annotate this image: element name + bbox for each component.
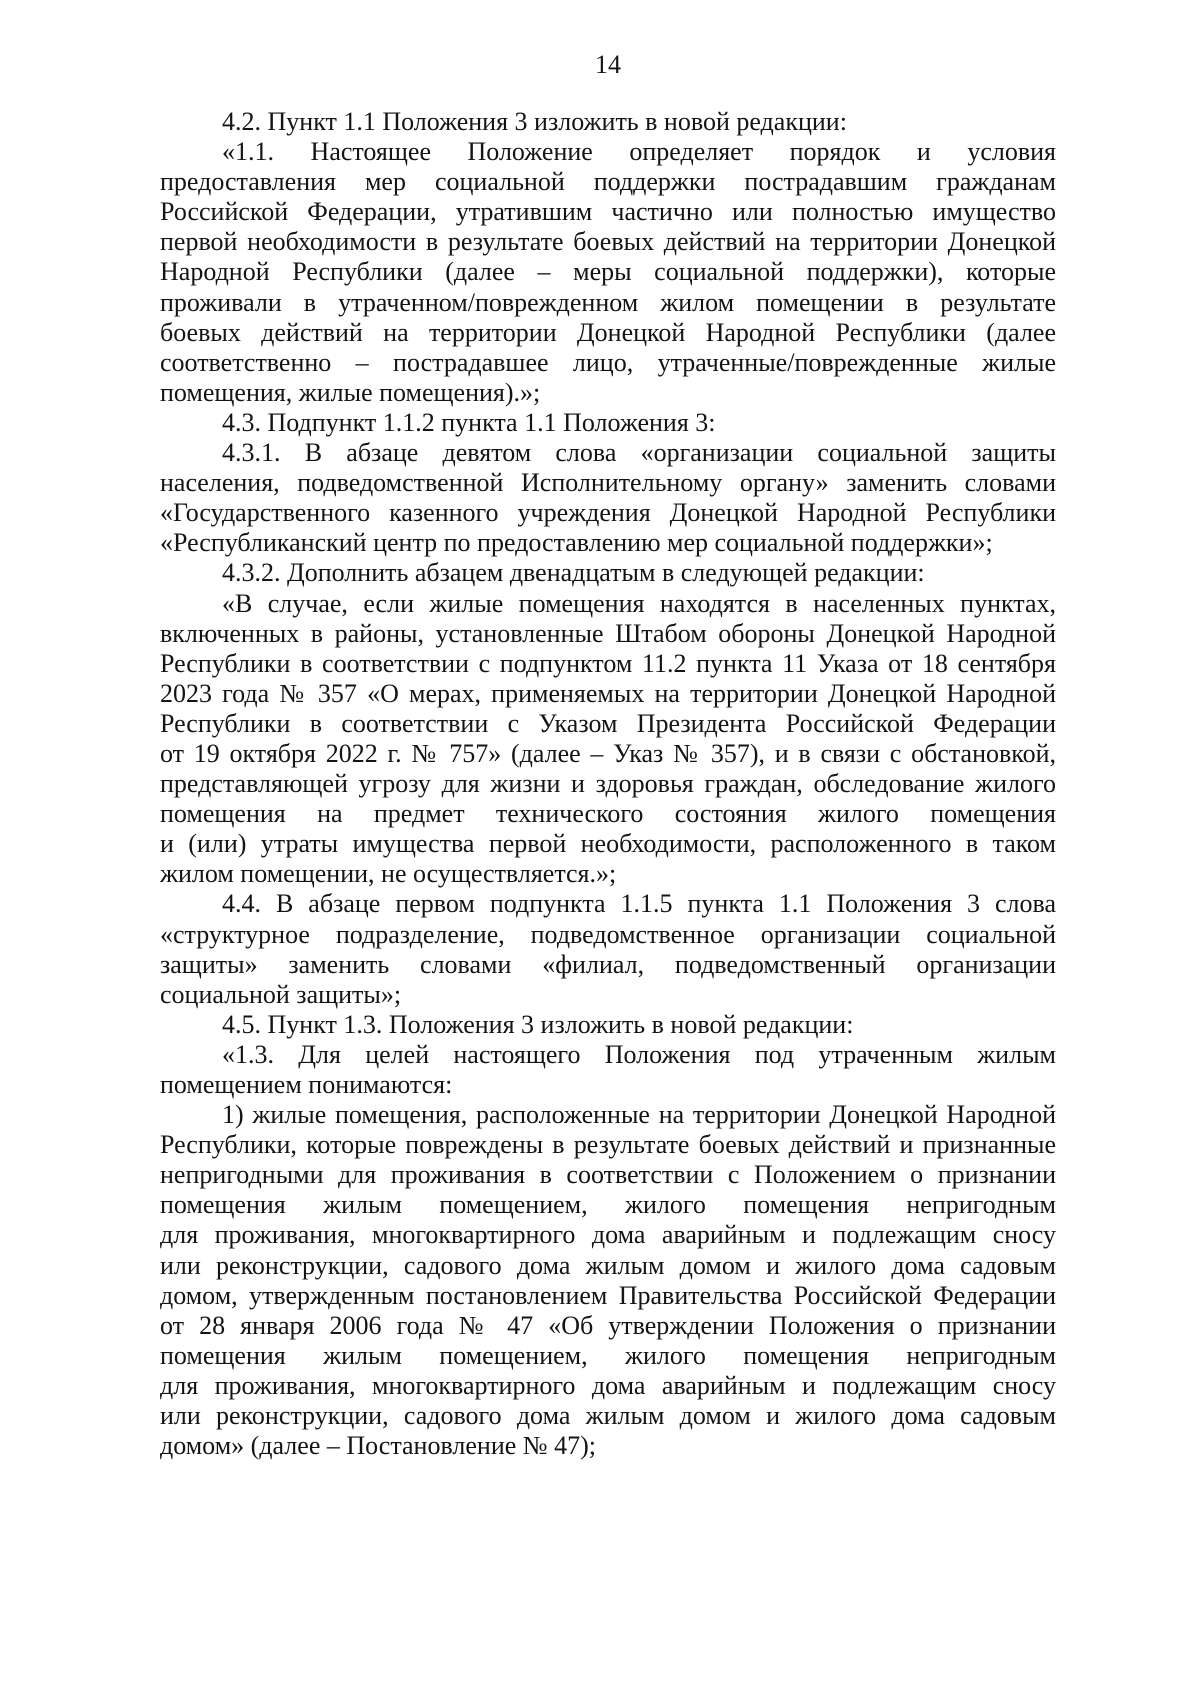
text-line: помещения на предмет технического состояния жилого помещения (160, 799, 1056, 829)
text-line: Республики, которые повреждены в результате боевых действий и признанные (160, 1130, 1056, 1160)
text-line: «Республиканский центр по предоставлению мер социальной поддержки»; (160, 528, 993, 558)
text-line: Республики в соответствии с подпунктом 11.2 пункта 11 Указа от 18 сентября (160, 648, 1056, 678)
text-line: помещением понимаются: (160, 1070, 453, 1099)
text-line: Российской Федерации, утратившим частично или полностью имущество (160, 197, 1056, 227)
paragraph (160, 1010, 1056, 1040)
text-line: домом, утвержденным постановлением Правительства Российской Федерации (160, 1280, 1056, 1310)
text-line: или реконструкции, садового дома жилым домом и жилого дома садовым (160, 1250, 1056, 1280)
text-line: 1) жилые помещения, расположенные на территории Донецкой Народной (222, 1100, 1056, 1130)
text-line: и (или) утраты имущества первой необходимости, расположенного в таком (160, 829, 1056, 859)
text-line: от 19 октября 2022 г. № 757» (далее – Указ № 357), и в связи с обстановкой, (160, 738, 1056, 768)
text-line: «структурное подразделение, подведомственное организации социальной (160, 919, 1056, 949)
text-line: «1.1. Настоящее Положение определяет порядок и условия (222, 137, 1056, 167)
text-line: помещения жилым помещением, жилого помещения непригодным (160, 1340, 1056, 1370)
text-line: «1.3. Для целей настоящего Положения под утраченным жилым (222, 1039, 1056, 1069)
text-line: 2023 года № 357 «О мерах, применяемых на территории Донецкой Народной (160, 678, 1056, 708)
text-line: или реконструкции, садового дома жилым домом и жилого дома садовым (160, 1401, 1056, 1431)
text-line: боевых действий на территории Донецкой Народной Республики (далее (160, 317, 1056, 347)
text-line: Народной Республики (далее – меры социальной поддержки), которые (160, 257, 1056, 287)
text-line: населения, подведомственной Исполнительному органу» заменить словами (160, 468, 1056, 498)
text-line: 4.3. Подпункт 1.1.2 пункта 1.1 Положения 3: (222, 407, 716, 437)
text-line: непригодными для проживания в соответствии с Положением о признании (160, 1160, 1056, 1190)
paragraph (160, 1040, 1056, 1100)
text-line: защиты» заменить словами «филиал, подведомственный организации (160, 949, 1056, 979)
page-number: 14 (595, 50, 621, 79)
text-line: социальной защиты»; (160, 979, 402, 1009)
text-line: 4.4. В абзаце первом подпункта 1.1.5 пункта 1.1 Положения 3 слова (222, 889, 1056, 919)
text-line: для проживания, многоквартирного дома аварийным и подлежащим сносу (160, 1370, 1056, 1400)
text-line: 4.2. Пункт 1.1 Положения 3 изложить в новой редакции: (222, 107, 847, 136)
paragraph (160, 589, 1056, 890)
paragraph (160, 137, 1056, 408)
text-line: 4.3.1. В абзаце девятом слова «организации социальной защиты (222, 438, 1056, 468)
text-line: проживали в утраченном/поврежденном жилом помещении в результате (160, 287, 1056, 317)
paragraph (160, 558, 1056, 588)
text-line: для проживания, многоквартирного дома аварийным и подлежащим сносу (160, 1220, 1056, 1250)
text-line: представляющей угрозу для жизни и здоровья граждан, обследование жилого (160, 769, 1056, 799)
paragraph (160, 889, 1056, 1009)
text-line: домом» (далее – Постановление № 47); (160, 1431, 596, 1461)
text-line: предоставления мер социальной поддержки пострадавшим гражданам (160, 167, 1056, 197)
paragraph (160, 1100, 1056, 1461)
text-line: «Государственного казенного учреждения Донецкой Народной Республики (160, 498, 1056, 528)
paragraph (160, 107, 1056, 137)
text-line: от 28 января 2006 года № 47 «Об утверждении Положения о признании (160, 1310, 1056, 1340)
text-line: помещения, жилые помещения).»; (160, 377, 541, 407)
text-line: 4.3.2. Дополнить абзацем двенадцатым в следующей редакции: (222, 558, 925, 588)
text-line: помещения жилым помещением, жилого помещения непригодным (160, 1190, 1056, 1220)
text-line: Республики в соответствии с Указом Президента Российской Федерации (160, 708, 1056, 738)
text-line: жилом помещении, не осуществляется.»; (160, 859, 617, 889)
paragraph (160, 438, 1056, 558)
text-line: первой необходимости в результате боевых действий на территории Донецкой (160, 227, 1056, 257)
text-line: «В случае, если жилые помещения находятся в населенных пунктах, (222, 588, 1056, 618)
text-line: включенных в районы, установленные Штабом обороны Донецкой Народной (160, 618, 1056, 648)
document-body (160, 107, 1056, 1461)
paragraph (160, 408, 1056, 438)
text-line: соответственно – пострадавшее лицо, утраченные/поврежденные жилые (160, 347, 1056, 377)
text-line: 4.5. Пункт 1.3. Положения 3 изложить в новой редакции: (222, 1009, 854, 1039)
